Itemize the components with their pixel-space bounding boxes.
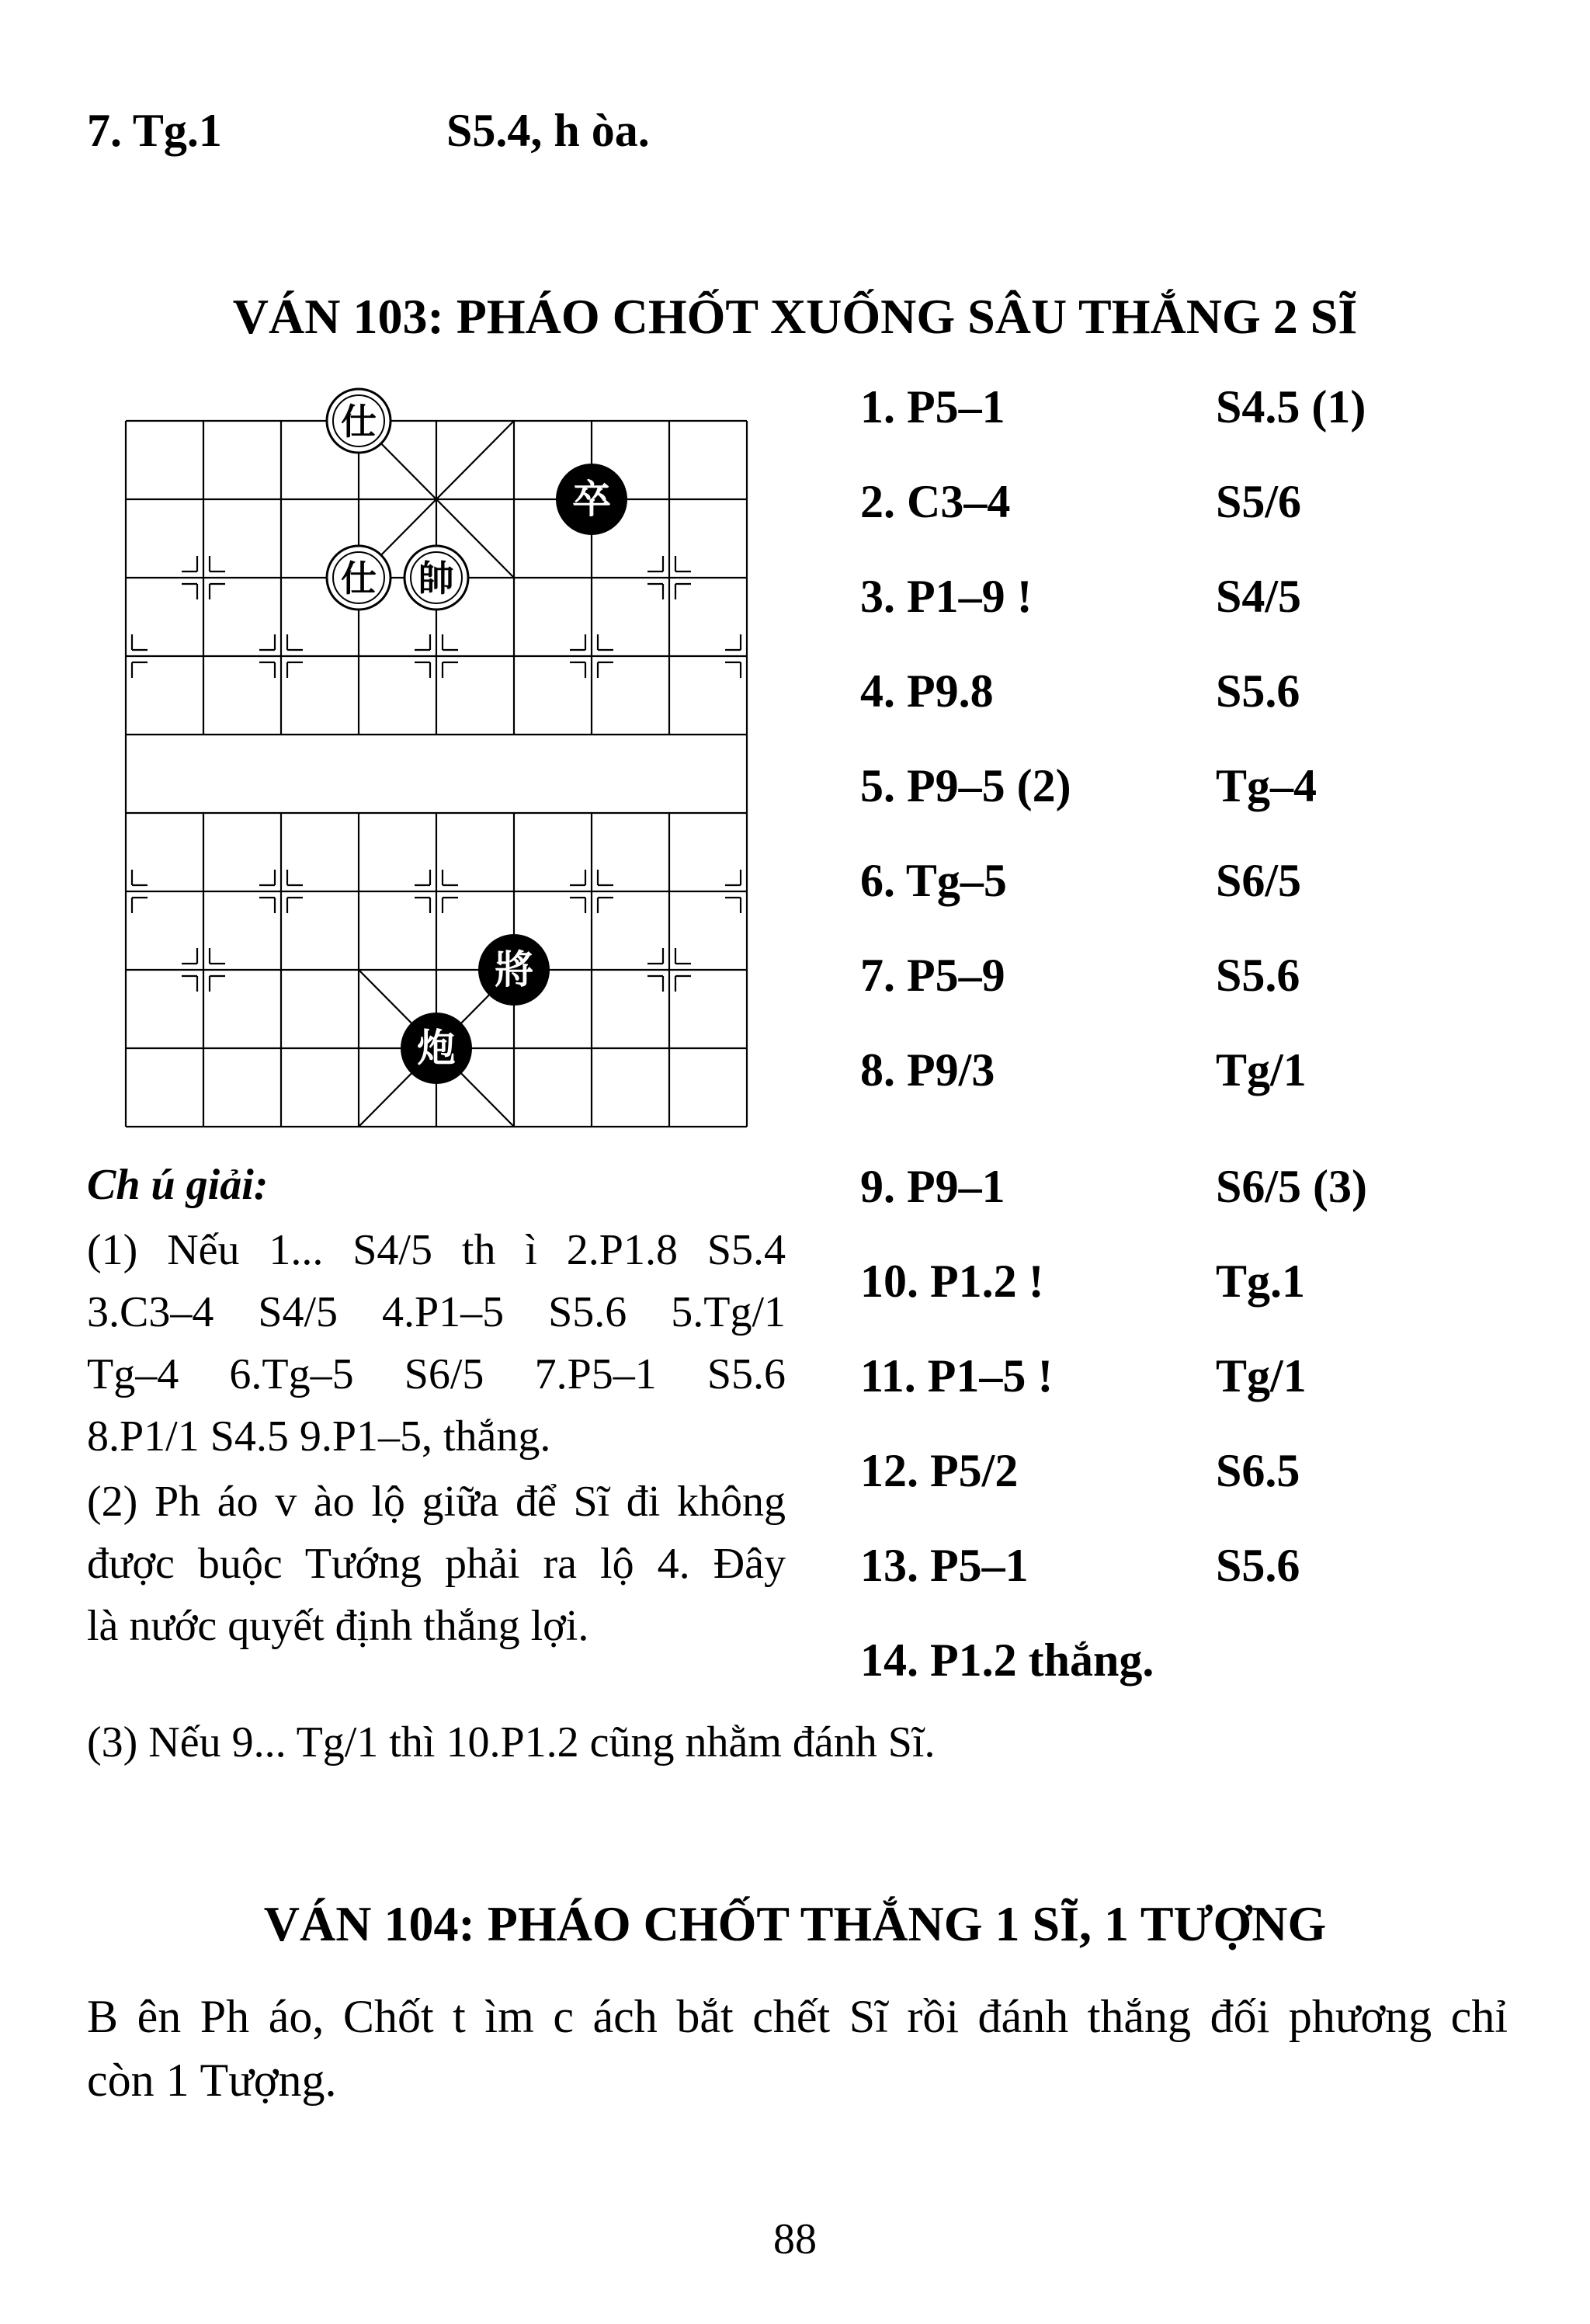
- move-black: S6.5: [1216, 1445, 1300, 1496]
- move-row: [860, 1255, 1559, 1317]
- game104-text-line-2: còn 1 Tượng.: [87, 2055, 337, 2106]
- move-red: 10. P1.2 !: [860, 1256, 1044, 1307]
- move-red: 7. P5–9: [860, 950, 1005, 1001]
- move-row: [860, 570, 1559, 632]
- move-black: Tg/1: [1216, 1350, 1307, 1402]
- move-row: [860, 1160, 1559, 1222]
- red-advisor-top-piece: 仕: [341, 401, 377, 443]
- move-red: 2. C3–4: [860, 476, 1011, 527]
- note-1-line: (1) Nếu 1... S4/5 th ì 2.P1.8 S5.4: [87, 1226, 786, 1274]
- move-black: Tg/1: [1216, 1044, 1307, 1096]
- move-black: S6/5 (3): [1216, 1161, 1367, 1212]
- move-red: 8. P9/3: [860, 1044, 995, 1096]
- page-number: 88: [773, 2215, 817, 2263]
- note-2-line: (2) Ph áo v ào lộ giữa để Sĩ đi không: [87, 1478, 786, 1526]
- black-pawn-piece: 卒: [572, 477, 611, 522]
- black-cannon-piece: 炮: [417, 1026, 456, 1071]
- note-2: [87, 1471, 786, 1657]
- game104-title: VÁN 104: PHÁO CHỐT THẮNG 1 SĨ, 1 TƯỢNG: [263, 1896, 1327, 1951]
- note-1-line: 3.C3–4 S4/5 4.P1–5 S5.6 5.Tg/1: [87, 1288, 786, 1336]
- move-red: 3. P1–9 !: [860, 571, 1033, 622]
- move-row: [860, 475, 1559, 537]
- move-black: S6/5: [1216, 855, 1302, 906]
- note-2-line: được buộc Tướng phải ra lộ 4. Đây: [87, 1540, 786, 1588]
- game104-text-line-1: B ên Ph áo, Chốt t ìm c ách bắt chết Sĩ rồi đánh thắng đối phương chỉ: [87, 1991, 1508, 2042]
- move-black: S5/6: [1216, 476, 1302, 527]
- move-row: [860, 759, 1559, 822]
- move-black: S4.5 (1): [1216, 381, 1366, 432]
- move-row: [860, 1634, 1559, 1696]
- xiangqi-board: [109, 373, 769, 1134]
- move-black: S5.6: [1216, 665, 1300, 717]
- game103-title: VÁN 103: PHÁO CHỐT XUỐNG SÂU THẮNG 2 SĨ: [232, 289, 1358, 344]
- move-black: Tg.1: [1216, 1256, 1306, 1307]
- move-red: 13. P5–1: [860, 1540, 1029, 1591]
- move-red: 9. P9–1: [860, 1161, 1005, 1212]
- move-black: S5.6: [1216, 950, 1300, 1001]
- move-red: 5. P9–5 (2): [860, 760, 1071, 811]
- move-row: [860, 380, 1559, 443]
- move-red: 4. P9.8: [860, 665, 994, 717]
- red-advisor-mid-piece: 仕: [341, 558, 377, 599]
- note-1: [87, 1219, 786, 1468]
- move-black: S4/5: [1216, 571, 1302, 622]
- move-row: [860, 1350, 1559, 1412]
- move-row: [860, 1539, 1559, 1601]
- red-general-piece: 帥: [418, 558, 454, 599]
- prev-move-number: 7. Tg.1: [87, 105, 222, 156]
- board-pieces: [327, 389, 627, 1084]
- move-row: [860, 665, 1559, 727]
- game104-text: [87, 1985, 1508, 2112]
- note-2-line: là nước quyết định thắng lợi.: [87, 1602, 589, 1650]
- move-black: Tg–4: [1216, 760, 1317, 811]
- prev-move-reply: S5.4, h òa.: [446, 105, 650, 156]
- move-row: [860, 854, 1559, 916]
- move-red: 14. P1.2 thắng.: [860, 1634, 1154, 1686]
- notes-title: Ch ú giải:: [87, 1161, 269, 1209]
- move-red: 1. P5–1: [860, 381, 1005, 432]
- notes-section: [87, 1157, 786, 1657]
- move-red: 11. P1–5 !: [860, 1350, 1054, 1402]
- move-row: [860, 1044, 1559, 1106]
- note-1-line: 8.P1/1 S4.5 9.P1–5, thắng.: [87, 1412, 551, 1461]
- note-1-line: Tg–4 6.Tg–5 S6/5 7.P5–1 S5.6: [87, 1350, 786, 1398]
- move-red: 12. P5/2: [860, 1445, 1019, 1496]
- black-general-piece: 將: [495, 947, 533, 992]
- move-black: S5.6: [1216, 1540, 1300, 1591]
- move-row: [860, 1444, 1559, 1506]
- move-red: 6. Tg–5: [860, 855, 1007, 906]
- note-3: (3) Nếu 9... Tg/1 thì 10.P1.2 cũng nhằm đánh Sĩ.: [87, 1718, 936, 1766]
- move-row: [860, 949, 1559, 1011]
